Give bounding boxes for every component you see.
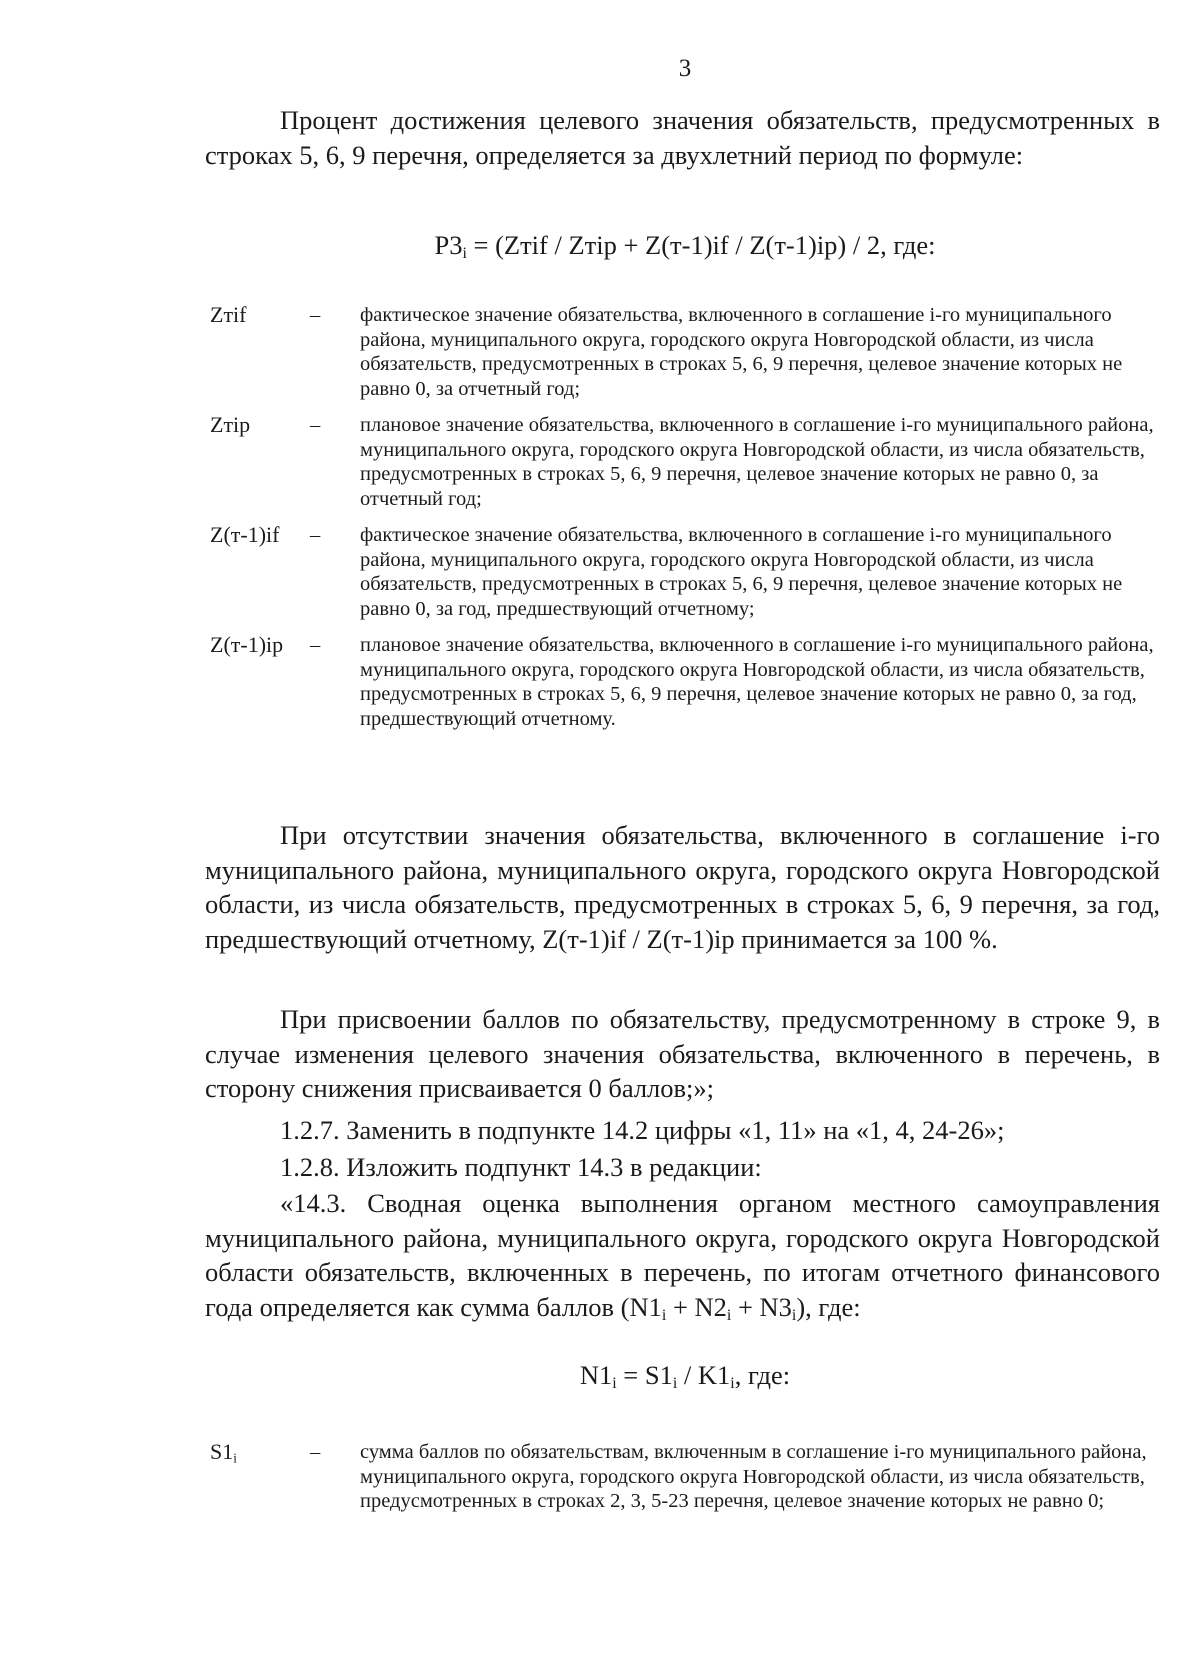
formula-p3-sub: i [462,244,467,262]
formula-n1-part: / K1 [677,1360,731,1390]
definition-zt1ip [210,633,1170,731]
paragraph-absence: При отсутствии значения обязательства, включенного в соглашение i-го муниципального района, муниципального округа, городского округа Новгородской области, из числа обязательств, предусмотренных в строках 5, 6, 9 перечня, за год, предшествующий отчетному, Z(т-1)if / Z(т-1)ip принимается за 100 %. [205,820,1160,954]
subscript: i [730,1374,735,1392]
definition-text: фактическое значение обязательства, включенного в соглашение i-го муниципального района, муниципального округа, городского округа Новгородской области, из числа обязательств, предусмотренных в строках 5, 6, 9 перечня, целевое значение которых не равно 0, за отчетный год; [360,304,1123,400]
definition-dash: – [310,414,321,436]
definition-symbol: Zтif [210,302,247,327]
paragraph-points: При присвоении баллов по обязательству, предусмотренному в строке 9, в случае изменения целевого значения обязательства, включенного в перечень, в сторону снижения присваивается 0 баллов;»; [205,1004,1160,1103]
paragraph-14-3-text: «14.3. Сводная оценка выполнения органом местного самоуправления муниципального района, муниципального округа, городского округа Новгородской области обязательств, включенных в перечень, по итогам отчетного финансового года определяется как сумма баллов (N1 [205,1188,1160,1322]
definition-ztif [210,303,1170,401]
definition-text: плановое значение обязательства, включенного в соглашение i-го муниципального района, муниципального округа, городского округа Новгородской области, из числа обязательств, предусмотренных в строках 5, 6, 9 перечня, целевое значение которых не равно 0, за год, предшествующий отчетному. [360,634,1154,730]
subscript: i [612,1374,617,1392]
definition-s1i [210,1440,1170,1514]
definitions-list-1 [210,303,1170,731]
definition-dash: – [310,634,321,656]
definition-symbol: Zтip [210,412,251,437]
subscript: i [233,1450,237,1466]
paragraph-14-3-end: ), где: [796,1291,861,1322]
formula-p3-lhs: Р3 [434,230,463,260]
definition-symbol: Z(т-1)ip [210,632,284,657]
definition-dash: – [310,304,321,326]
formula-n1 [0,1360,1200,1393]
definition-symbol-base: S1 [210,1439,234,1464]
subscript: i [661,1306,667,1324]
paragraph-intro: Процент достижения целевого значения обязательств, предусмотренных в строках 5, 6, 9 перечня, определяется за двухлетний период по формуле: [205,105,1160,170]
subscript: i [791,1306,797,1324]
formula-p3-rhs: = (Zтif / Zтip + Z(т-1)if / Z(т-1)ip) / 2, где: [466,230,936,260]
formula-p3 [0,230,1200,263]
formula-n1-part: N1 [579,1360,613,1390]
formula-n1-part: , где: [734,1360,791,1390]
formula-n1-part: = S1 [616,1360,673,1390]
definition-symbol: Z(т-1)if [210,522,280,547]
paragraph-1-2-8: 1.2.8. Изложить подпункт 14.3 в редакции: [280,1152,762,1182]
subscript: i [672,1374,678,1392]
paragraph-1-2-7: 1.2.7. Заменить в подпункте 14.2 цифры «1, 11» на «1, 4, 24-26»; [280,1115,1005,1145]
definition-ztip [210,413,1170,511]
paragraph-14-3 [205,1186,1160,1333]
subscript: i [726,1306,732,1324]
paragraph-14-3-plus: + N3 [731,1291,792,1322]
definition-symbol [210,1440,310,1514]
paragraph-14-3-plus: + N2 [666,1291,727,1322]
definition-text: фактическое значение обязательства, включенного в соглашение i-го муниципального района, муниципального округа, городского округа Новгородской области, из числа обязательств, предусмотренных в строках 5, 6, 9 перечня, целевое значение которых не равно 0, за год, предшествующий отчетному; [360,524,1123,620]
definition-zt1if [210,523,1170,621]
page-number: 3 [678,55,692,82]
definition-dash: – [310,524,321,546]
definition-dash: – [310,1441,321,1463]
definition-text: плановое значение обязательства, включенного в соглашение i-го муниципального района, муниципального округа, городского округа Новгородской области, из числа обязательств, предусмотренных в строках 5, 6, 9 перечня, целевое значение которых не равно 0, за отчетный год; [360,414,1154,510]
definition-text: сумма баллов по обязательствам, включенным в соглашение i-го муниципального района, муниципального округа, городского округа Новгородской области, из числа обязательств, предусмотренных в строках 2, 3, 5-23 перечня, целевое значение которых не равно 0; [360,1441,1147,1512]
definitions-list-2 [210,1440,1170,1514]
